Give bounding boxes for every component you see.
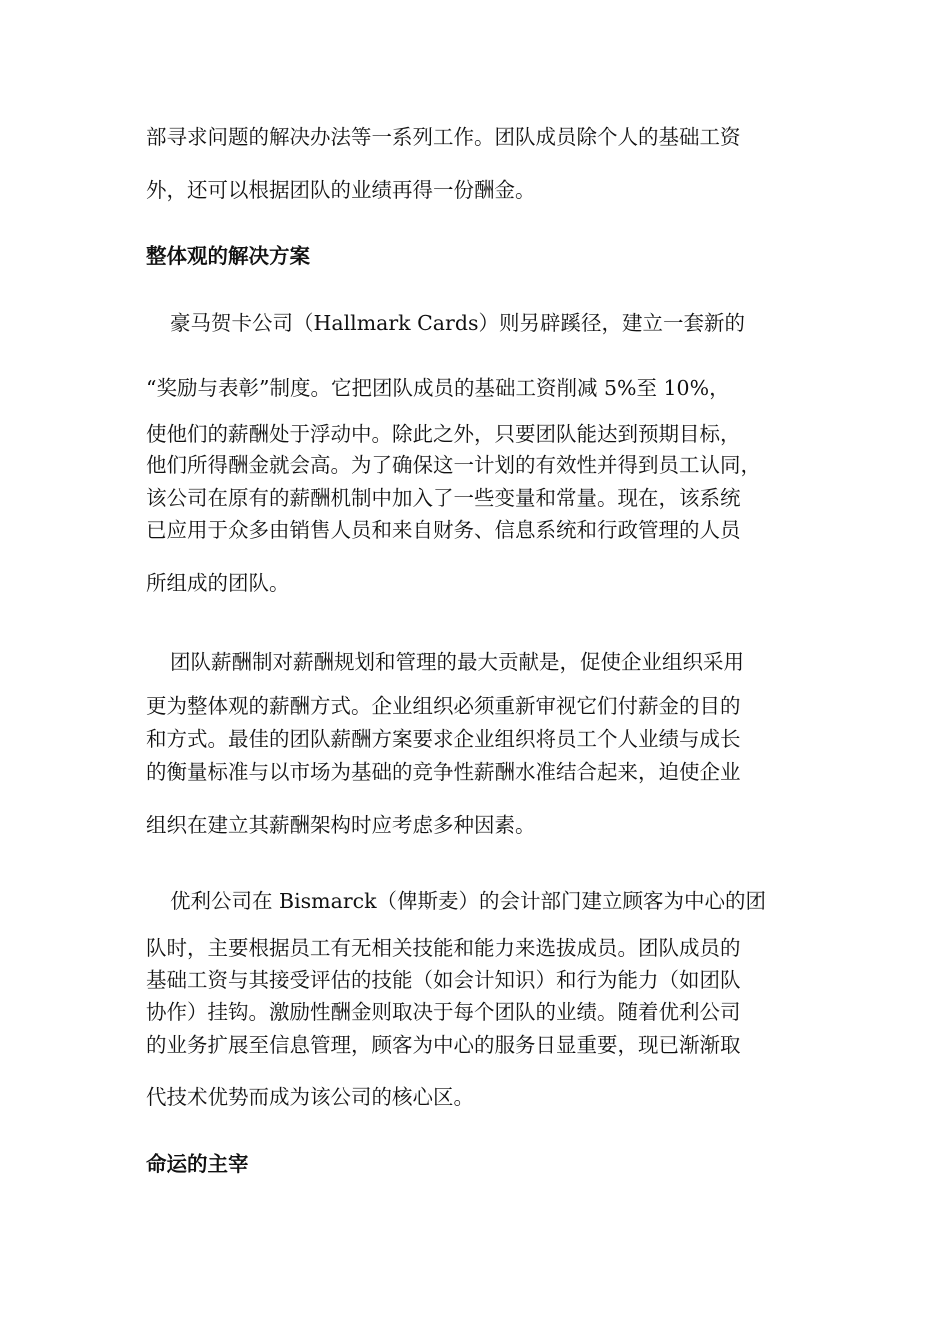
paragraph-3-line-1: 团队薪酬制对薪酬规划和管理的最大贡献是，促使企业组织采用 (170, 650, 744, 674)
paragraph-3-line-2: 更为整体观的薪酬方式。企业组织必须重新审视它们付薪金的目的 (146, 694, 741, 718)
paragraph-4-line-3: 基础工资与其接受评估的技能（如会计知识）和行为能力（如团队 (146, 968, 741, 992)
paragraph-2-line-6: 已应用于众多由销售人员和来自财务、信息系统和行政管理的人员 (146, 518, 741, 542)
paragraph-4-line-1: 优利公司在 Bismarck（俾斯麦）的会计部门建立顾客为中心的团 (170, 889, 767, 913)
paragraph-3-line-5: 组织在建立其薪酬架构时应考虑多种因素。 (146, 813, 536, 837)
paragraph-1-line-2: 外，还可以根据团队的业绩再得一份酬金。 (146, 178, 536, 202)
paragraph-4-line-4: 协作）挂钩。激励性酬金则取决于每个团队的业绩。随着优利公司 (146, 1000, 741, 1024)
section-heading-master-of-destiny: 命运的主宰 (146, 1152, 249, 1176)
paragraph-3-line-4: 的衡量标准与以市场为基础的竞争性薪酬水准结合起来，迫使企业 (146, 760, 741, 784)
paragraph-4-line-5: 的业务扩展至信息管理，顾客为中心的服务日显重要，现已渐渐取 (146, 1033, 741, 1057)
paragraph-2-line-5: 该公司在原有的薪酬机制中加入了一些变量和常量。现在，该系统 (146, 486, 741, 510)
paragraph-1-line-1: 部寻求问题的解决办法等一系列工作。团队成员除个人的基础工资 (146, 125, 741, 149)
paragraph-2-line-4: 他们所得酬金就会高。为了确保这一计划的有效性并得到员工认同， (146, 453, 761, 477)
paragraph-4-line-6: 代技术优势而成为该公司的核心区。 (146, 1085, 474, 1109)
paragraph-2-line-2: “奖励与表彰”制度。它把团队成员的基础工资削减 5%至 10%， (146, 376, 730, 400)
paragraph-2-line-1: 豪马贺卡公司（Hallmark Cards）则另辟蹊径，建立一套新的 (170, 311, 745, 335)
paragraph-4-line-2: 队时，主要根据员工有无相关技能和能力来选拔成员。团队成员的 (146, 936, 741, 960)
section-heading-holistic-solution: 整体观的解决方案 (146, 244, 310, 268)
paragraph-2-line-7: 所组成的团队。 (146, 571, 290, 595)
paragraph-2-line-3: 使他们的薪酬处于浮动中。除此之外，只要团队能达到预期目标， (146, 422, 741, 446)
paragraph-3-line-3: 和方式。最佳的团队薪酬方案要求企业组织将员工个人业绩与成长 (146, 727, 741, 751)
